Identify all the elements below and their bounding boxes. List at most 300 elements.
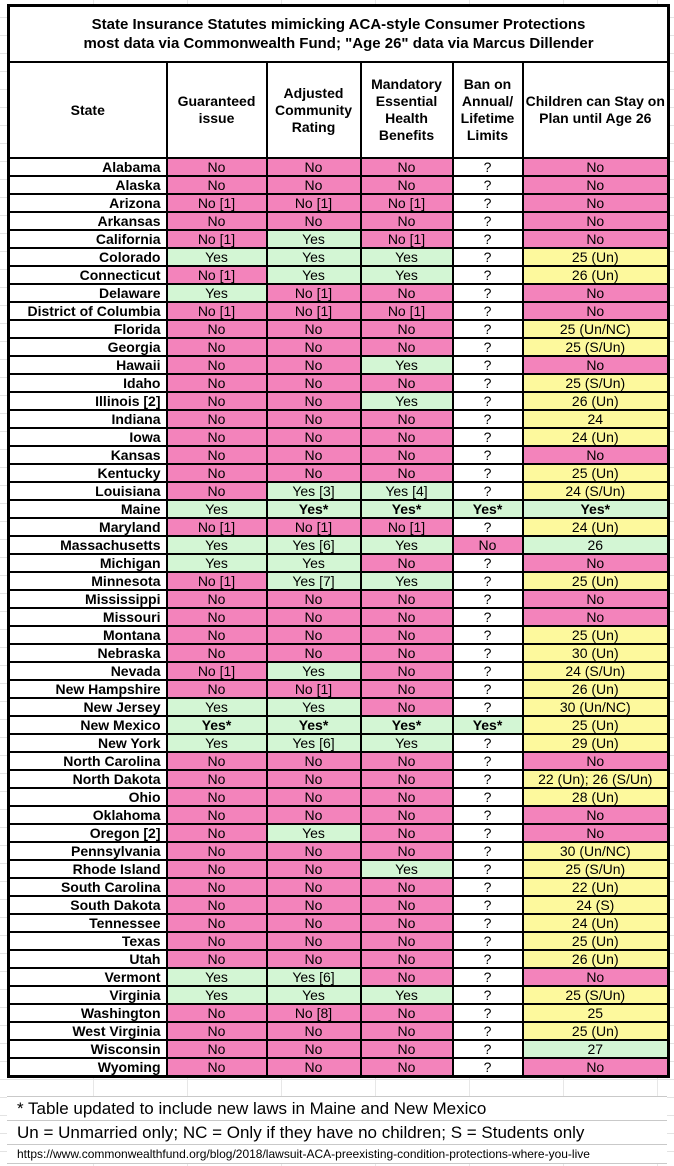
data-cell: Yes* [453,500,523,518]
data-cell: No [167,338,267,356]
data-cell: Yes* [361,500,453,518]
state-cell: Montana [9,626,167,644]
state-cell: Oklahoma [9,806,167,824]
data-cell: ? [453,842,523,860]
data-cell: No [361,1022,453,1040]
state-cell: Vermont [9,968,167,986]
data-cell: Yes [6] [267,536,361,554]
data-cell: No [167,824,267,842]
data-cell: No [361,1040,453,1058]
data-cell: Yes* [267,500,361,518]
data-cell: No [523,212,669,230]
table-row [9,320,669,338]
data-cell: No [167,158,267,176]
data-cell: 30 (Un) [523,644,669,662]
data-cell: No [361,410,453,428]
table-row [9,518,669,536]
data-cell: Yes [361,248,453,266]
data-cell: 30 (Un/NC) [523,842,669,860]
table-row [9,806,669,824]
data-cell: No [267,608,361,626]
data-cell: 24 [523,410,669,428]
data-cell: No [361,752,453,770]
data-cell: Yes [167,734,267,752]
data-cell: No [523,284,669,302]
data-cell: No [361,554,453,572]
table-row [9,338,669,356]
data-cell: Yes [167,698,267,716]
state-cell: Utah [9,950,167,968]
table-row [9,446,669,464]
state-cell: Illinois [2] [9,392,167,410]
data-cell: No [267,932,361,950]
data-cell: No [167,410,267,428]
table-row [9,860,669,878]
data-cell: No [361,662,453,680]
data-cell: No [1] [361,302,453,320]
data-cell: No [167,770,267,788]
data-cell: Yes [267,554,361,572]
state-cell: Florida [9,320,167,338]
data-cell: Yes [3] [267,482,361,500]
data-cell: No [167,932,267,950]
table-row [9,212,669,230]
data-cell: No [267,752,361,770]
data-cell: ? [453,626,523,644]
data-cell: No [1] [167,302,267,320]
data-cell: No [361,824,453,842]
data-cell: No [167,428,267,446]
table-row [9,896,669,914]
table-row [9,554,669,572]
data-cell: ? [453,590,523,608]
data-cell: 25 (S/Un) [523,860,669,878]
data-cell: 25 (S/Un) [523,338,669,356]
column-header-adjusted-community-rating: Adjusted Community Rating [267,62,361,158]
data-cell: No [167,608,267,626]
data-cell: No [267,950,361,968]
data-cell: No [167,644,267,662]
data-cell: 24 (Un) [523,518,669,536]
state-cell: Kansas [9,446,167,464]
table-row [9,1004,669,1022]
data-cell: ? [453,338,523,356]
data-cell: No [1] [267,518,361,536]
data-cell: Yes [167,986,267,1004]
table-row [9,464,669,482]
data-cell: No [361,176,453,194]
state-cell: Kentucky [9,464,167,482]
data-cell: No [361,320,453,338]
data-cell: No [523,806,669,824]
data-cell: No [267,320,361,338]
state-cell: South Dakota [9,896,167,914]
data-cell: No [523,230,669,248]
data-cell: No [361,950,453,968]
data-cell: No [167,212,267,230]
data-cell: No [1] [267,194,361,212]
data-cell: No [523,590,669,608]
data-cell: No [8] [267,1004,361,1022]
state-cell: Arkansas [9,212,167,230]
data-cell: ? [453,752,523,770]
data-cell: No [361,374,453,392]
data-cell: 25 (Un) [523,932,669,950]
data-cell: No [267,356,361,374]
data-cell: 24 (S/Un) [523,662,669,680]
table-row [9,284,669,302]
data-cell: ? [453,932,523,950]
data-cell: No [361,1004,453,1022]
data-cell: No [167,392,267,410]
data-cell: No [167,914,267,932]
title-row [9,6,669,63]
data-cell: No [167,1040,267,1058]
data-cell: 25 (Un/NC) [523,320,669,338]
state-cell: Minnesota [9,572,167,590]
data-cell: No [167,374,267,392]
table-row [9,968,669,986]
insurance-statutes-table [7,4,670,1078]
data-cell: 25 [523,1004,669,1022]
table-row [9,392,669,410]
state-cell: Colorado [9,248,167,266]
data-cell: No [1] [167,266,267,284]
data-cell: 26 (Un) [523,680,669,698]
data-cell: No [267,338,361,356]
table-row [9,158,669,176]
state-cell: Texas [9,932,167,950]
data-cell: No [523,968,669,986]
table-row [9,842,669,860]
state-cell: Virginia [9,986,167,1004]
data-cell: No [267,212,361,230]
table-row [9,266,669,284]
data-cell: ? [453,266,523,284]
data-cell: No [167,680,267,698]
data-cell: No [361,338,453,356]
data-cell: ? [453,356,523,374]
data-cell: 22 (Un); 26 (S/Un) [523,770,669,788]
column-header-ban-limits: Ban on Annual/ Lifetime Limits [453,62,523,158]
data-cell: Yes [267,662,361,680]
data-cell: ? [453,518,523,536]
data-cell: Yes* [453,716,523,734]
data-cell: No [523,824,669,842]
data-cell: ? [453,860,523,878]
data-cell: No [361,914,453,932]
data-cell: No [267,446,361,464]
state-cell: Rhode Island [9,860,167,878]
state-cell: Maryland [9,518,167,536]
data-cell: No [361,284,453,302]
data-cell: Yes [6] [267,968,361,986]
state-cell: New Hampshire [9,680,167,698]
data-cell: 26 (Un) [523,266,669,284]
table-row [9,1040,669,1058]
table-row [9,572,669,590]
data-cell: No [361,464,453,482]
state-cell: Pennsylvania [9,842,167,860]
data-cell: No [1] [167,194,267,212]
table-row [9,716,669,734]
data-cell: No [167,590,267,608]
data-cell: No [523,554,669,572]
data-cell: 27 [523,1040,669,1058]
data-cell: Yes [361,356,453,374]
data-cell: No [267,914,361,932]
data-cell: ? [453,302,523,320]
data-cell: No [361,932,453,950]
data-cell: No [361,698,453,716]
data-cell: No [267,644,361,662]
data-cell: ? [453,770,523,788]
data-cell: No [267,860,361,878]
table-row [9,608,669,626]
data-cell: 25 (Un) [523,572,669,590]
table-row [9,590,669,608]
state-cell: Mississippi [9,590,167,608]
data-cell: Yes [4] [361,482,453,500]
data-cell: ? [453,284,523,302]
table-row [9,1058,669,1077]
table-row [9,914,669,932]
state-cell: Maine [9,500,167,518]
data-cell: Yes [267,248,361,266]
table-row [9,698,669,716]
data-cell: No [1] [267,302,361,320]
data-cell: Yes [167,536,267,554]
state-cell: New York [9,734,167,752]
data-cell: No [267,1022,361,1040]
data-cell: ? [453,950,523,968]
data-cell: Yes [267,698,361,716]
column-header-age-26: Children can Stay on Plan until Age 26 [523,62,669,158]
data-cell: ? [453,680,523,698]
data-cell: ? [453,176,523,194]
data-cell: Yes [7] [267,572,361,590]
data-cell: Yes [361,572,453,590]
data-cell: ? [453,644,523,662]
data-cell: 30 (Un/NC) [523,698,669,716]
data-cell: No [267,1040,361,1058]
table-row [9,734,669,752]
state-cell: West Virginia [9,1022,167,1040]
data-cell: ? [453,428,523,446]
data-cell: 28 (Un) [523,788,669,806]
table-row [9,932,669,950]
column-header-state: State [9,62,167,158]
state-cell: Connecticut [9,266,167,284]
footnotes [7,1096,667,1164]
data-cell: No [523,194,669,212]
data-cell: No [1] [361,230,453,248]
state-cell: District of Columbia [9,302,167,320]
data-cell: No [167,788,267,806]
data-cell: Yes [267,824,361,842]
data-cell: No [361,608,453,626]
table-row [9,428,669,446]
data-cell: Yes* [523,500,669,518]
data-cell: No [167,752,267,770]
data-cell: No [1] [167,572,267,590]
data-cell: No [523,608,669,626]
data-cell: No [267,464,361,482]
data-cell: No [523,1058,669,1077]
data-cell: ? [453,662,523,680]
data-cell: No [361,770,453,788]
data-cell: Yes [167,500,267,518]
data-cell: No [453,536,523,554]
table-row [9,194,669,212]
state-cell: North Carolina [9,752,167,770]
data-cell: No [167,878,267,896]
data-cell: 29 (Un) [523,734,669,752]
data-cell: No [1] [267,284,361,302]
state-cell: Missouri [9,608,167,626]
data-cell: ? [453,698,523,716]
state-cell: Arizona [9,194,167,212]
data-cell: No [361,878,453,896]
table-title-line2: most data via Commonwealth Fund; "Age 26" data via Marcus Dillender [83,35,594,52]
column-header-row [9,62,669,158]
data-cell: Yes [167,554,267,572]
footnote-updated: * Table updated to include new laws in Maine and New Mexico [7,1096,667,1120]
data-cell: No [361,428,453,446]
data-cell: 25 (Un) [523,626,669,644]
data-cell: No [523,176,669,194]
column-header-guaranteed-issue: Guaranteed issue [167,62,267,158]
data-cell: Yes [267,266,361,284]
table-row [9,248,669,266]
data-cell: Yes* [167,716,267,734]
data-cell: No [167,356,267,374]
table-title-line1: State Insurance Statutes mimicking ACA-style Consumer Protections [91,16,586,33]
data-cell: Yes [361,266,453,284]
data-cell: No [523,302,669,320]
data-cell: 25 (S/Un) [523,374,669,392]
data-cell: 25 (Un) [523,248,669,266]
data-cell: No [267,788,361,806]
table-row [9,1022,669,1040]
data-cell: ? [453,1004,523,1022]
data-cell: Yes [361,860,453,878]
data-cell: 24 (S) [523,896,669,914]
state-cell: Idaho [9,374,167,392]
data-cell: No [1] [267,680,361,698]
data-cell: No [167,896,267,914]
data-cell: Yes [361,392,453,410]
data-cell: No [267,878,361,896]
table-body [9,158,669,1077]
data-cell: No [1] [167,518,267,536]
data-cell: ? [453,554,523,572]
data-cell: 26 (Un) [523,392,669,410]
data-cell: No [267,806,361,824]
data-cell: No [361,896,453,914]
source-url: https://www.commonwealthfund.org/blog/2018/lawsuit-ACA-preexisting-condition-protections-where-you-live [7,1144,667,1164]
data-cell: Yes [361,734,453,752]
data-cell: ? [453,608,523,626]
state-cell: Iowa [9,428,167,446]
data-cell: No [361,446,453,464]
data-cell: ? [453,410,523,428]
table-row [9,680,669,698]
data-cell: No [1] [361,194,453,212]
state-cell: Nevada [9,662,167,680]
data-cell: 24 (Un) [523,914,669,932]
data-cell: 24 (Un) [523,428,669,446]
data-cell: No [267,1058,361,1077]
data-cell: 25 (S/Un) [523,986,669,1004]
data-cell: No [267,392,361,410]
state-cell: Louisiana [9,482,167,500]
state-cell: New Mexico [9,716,167,734]
data-cell: ? [453,572,523,590]
data-cell: No [361,968,453,986]
table-row [9,410,669,428]
data-cell: ? [453,1040,523,1058]
data-cell: No [361,158,453,176]
data-cell: No [267,374,361,392]
data-cell: No [167,806,267,824]
data-cell: No [361,806,453,824]
data-cell: No [167,842,267,860]
data-cell: ? [453,788,523,806]
table-row [9,878,669,896]
data-cell: Yes* [267,716,361,734]
data-cell: ? [453,212,523,230]
data-cell: No [167,482,267,500]
table-row [9,986,669,1004]
data-cell: ? [453,734,523,752]
data-cell: ? [453,806,523,824]
state-cell: North Dakota [9,770,167,788]
state-cell: Indiana [9,410,167,428]
data-cell: Yes [167,248,267,266]
data-cell: ? [453,248,523,266]
state-cell: Alabama [9,158,167,176]
data-cell: ? [453,446,523,464]
data-cell: ? [453,230,523,248]
data-cell: No [167,626,267,644]
data-cell: Yes [167,284,267,302]
data-cell: ? [453,1058,523,1077]
table-row [9,950,669,968]
data-cell: No [167,446,267,464]
data-cell: ? [453,464,523,482]
data-cell: 25 (Un) [523,1022,669,1040]
data-cell: 25 (Un) [523,464,669,482]
data-cell: No [267,842,361,860]
table-row [9,302,669,320]
data-cell: No [167,1004,267,1022]
table-row [9,536,669,554]
state-cell: Alaska [9,176,167,194]
data-cell: No [167,1058,267,1077]
data-cell: No [1] [361,518,453,536]
state-cell: California [9,230,167,248]
data-cell: No [1] [167,230,267,248]
table-row [9,770,669,788]
data-cell: 25 (Un) [523,716,669,734]
data-cell: No [361,842,453,860]
column-header-mandatory-ehb: Mandatory Essential Health Benefits [361,62,453,158]
data-cell: ? [453,824,523,842]
state-cell: Ohio [9,788,167,806]
data-cell: ? [453,914,523,932]
data-cell: No [523,356,669,374]
